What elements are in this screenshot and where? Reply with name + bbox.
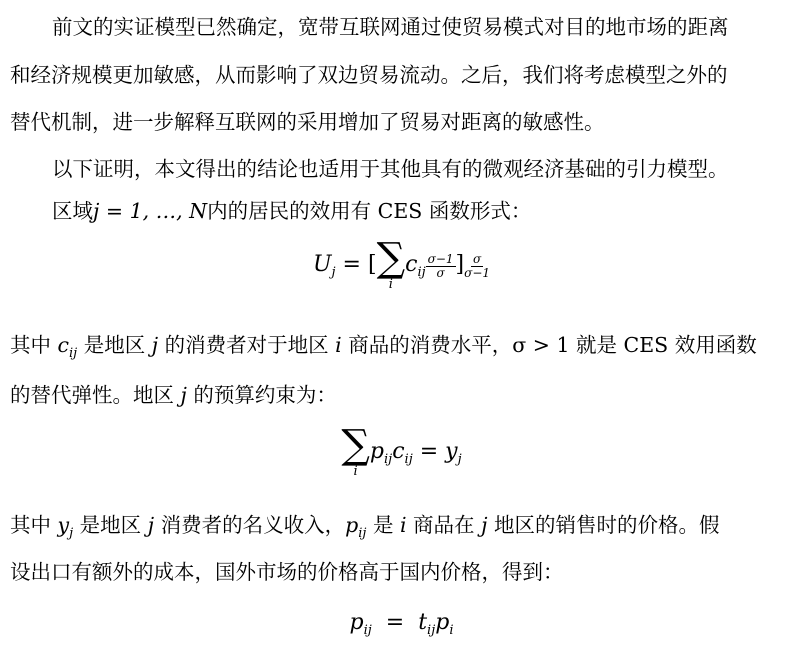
text-segment: 商品在 — [406, 513, 482, 537]
utility-symbol: U — [312, 252, 332, 277]
outer-exponent-numerator: σ — [472, 251, 482, 266]
text-segment: 的替代弹性。地区 — [10, 383, 181, 407]
text-segment: 的消费者对于地区 — [158, 333, 336, 357]
base-price-subscript: i — [449, 623, 454, 638]
var-j: j — [481, 513, 488, 537]
paragraph-1-line-3: 替代机制，进一步解释互联网的采用增加了贸易对距离的敏感性。 — [10, 110, 605, 134]
equals-bracket: = [ — [335, 252, 377, 277]
var-p-subscript: ij — [358, 526, 367, 541]
inner-exponent-denominator: σ — [436, 265, 445, 280]
equals-sign: = — [412, 439, 446, 464]
consumption-subscript: ij — [417, 265, 426, 280]
income-variable: y — [445, 439, 458, 464]
summation — [341, 422, 370, 479]
var-c: c — [57, 333, 70, 357]
var-c-subscript: ij — [69, 346, 78, 361]
paragraph-4-line-2: 设出口有额外的成本，国外市场的价格高于国内价格，得到： — [10, 560, 564, 584]
base-price-variable: p — [435, 610, 450, 635]
summation-sign: ∑ — [376, 235, 406, 281]
paragraph-1-line-2: 和经济规模更加敏感，从而影响了双边贸易流动。之后，我们将考虑模型之外的 — [10, 63, 728, 87]
text-segment: 其中 — [10, 333, 58, 357]
text-segment: 是 — [366, 513, 400, 537]
consumption-variable: c — [392, 439, 405, 464]
summation-index: i — [388, 277, 393, 292]
paragraph-2-line-1: 以下证明，本文得出的结论也适用于其他具有的微观经济基础的引力模型。 — [52, 157, 729, 181]
text-segment: 是地区 — [73, 513, 148, 537]
price-equation — [0, 606, 803, 646]
var-y-subscript: j — [69, 526, 74, 541]
index-range-math: j = 1, …, N — [93, 199, 208, 223]
text-segment: 地区的销售时的价格。假 — [487, 513, 720, 537]
price-variable: p — [369, 439, 385, 464]
paragraph-2-line-2 — [52, 196, 792, 226]
paragraph-3-line-1 — [10, 330, 803, 369]
var-p: p — [345, 513, 359, 537]
summation-index: i — [353, 464, 358, 479]
inner-exponent-numerator: σ−1 — [427, 251, 454, 266]
text-segment: 的预算约束为： — [186, 383, 337, 407]
paragraph-1-line-1: 前文的实证模型已然确定，宽带互联网通过使贸易模式对目的地市场的距离 — [52, 15, 729, 39]
inner-exponent — [426, 253, 456, 280]
var-j: j — [180, 383, 187, 407]
text-segment: 商品的消费水平，σ > 1 就是 CES 效用函数 — [341, 333, 757, 357]
var-i: i — [335, 333, 342, 357]
utility-subscript: j — [331, 265, 336, 280]
consumption-variable: c — [405, 252, 418, 277]
paragraph-3-line-2 — [10, 380, 803, 410]
summation — [376, 235, 406, 292]
trade-cost-subscript: ij — [427, 623, 436, 638]
var-j: j — [151, 333, 159, 357]
text-segment: 消费者的名义收入， — [154, 513, 346, 537]
equals-sign: = — [371, 610, 419, 635]
outer-exponent — [464, 253, 490, 280]
summation-sign: ∑ — [341, 422, 370, 468]
utility-intro-text: 内的居民的效用有 CES 函数形式： — [207, 199, 532, 223]
var-y: y — [57, 513, 70, 537]
consumption-subscript: ij — [404, 452, 413, 467]
var-j: j — [147, 513, 155, 537]
paragraph-4-line-1 — [10, 510, 803, 549]
text-segment: 其中 — [10, 513, 58, 537]
income-subscript: j — [457, 452, 462, 467]
trade-cost-variable: t — [418, 610, 428, 635]
budget-equation — [0, 422, 803, 495]
price-subscript: ij — [384, 452, 393, 467]
utility-equation — [0, 235, 803, 308]
region-label: 区域 — [52, 199, 93, 223]
text-segment: 是地区 — [77, 333, 152, 357]
price-variable: p — [349, 610, 364, 635]
price-subscript: ij — [363, 623, 372, 638]
outer-exponent-denominator: σ−1 — [464, 265, 491, 280]
close-bracket: ] — [455, 252, 465, 277]
var-i: i — [399, 513, 407, 537]
